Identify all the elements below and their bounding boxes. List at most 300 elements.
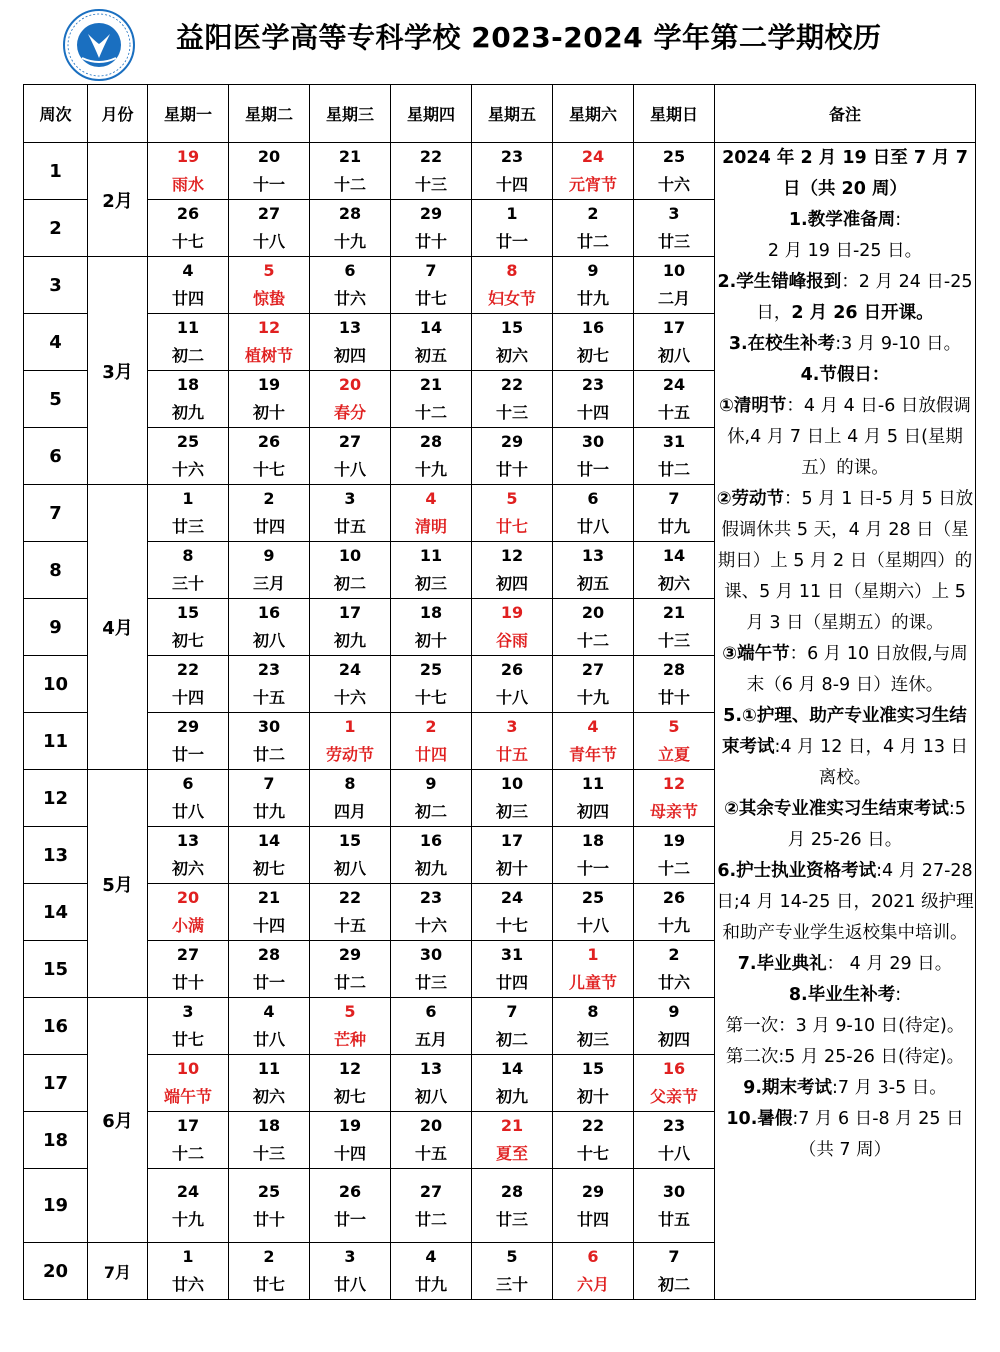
day-cell xyxy=(148,542,229,599)
day-cell xyxy=(148,941,229,998)
lunar-date: 廿二 xyxy=(333,973,366,992)
lunar-date: 立夏 xyxy=(657,745,690,764)
day-cell xyxy=(391,599,472,656)
day-number: 4 xyxy=(587,717,599,736)
lunar-date: 十六 xyxy=(657,175,690,194)
lunar-date: 廿三 xyxy=(414,973,447,992)
lunar-date: 三十 xyxy=(495,1275,528,1294)
day-cell xyxy=(310,998,391,1055)
day-number: 14 xyxy=(500,1059,524,1078)
lunar-date: 十五 xyxy=(252,688,285,707)
day-number: 10 xyxy=(500,774,524,793)
lunar-date: 十四 xyxy=(171,688,204,707)
lunar-date: 十六 xyxy=(414,916,447,935)
day-number: 8 xyxy=(182,546,194,565)
note-text: ：2 月 24 日-25 日， xyxy=(756,272,973,323)
lunar-date: 十二 xyxy=(657,859,690,878)
day-number: 22 xyxy=(176,660,200,679)
day-cell xyxy=(148,371,229,428)
day-cell xyxy=(553,428,634,485)
lunar-date: 廿二 xyxy=(657,460,690,479)
lunar-date: 初三 xyxy=(576,1030,609,1049)
day-cell xyxy=(634,1169,715,1243)
day-cell xyxy=(553,314,634,371)
note-paragraph xyxy=(715,794,975,856)
day-number: 16 xyxy=(419,831,443,850)
lunar-date: 初六 xyxy=(657,574,690,593)
day-cell xyxy=(310,1055,391,1112)
note-text: 9.期末考试 xyxy=(743,1078,832,1098)
day-cell xyxy=(391,941,472,998)
day-number: 22 xyxy=(581,1116,605,1135)
lunar-date: 廿四 xyxy=(495,973,528,992)
lunar-date: 初四 xyxy=(333,346,366,365)
day-number: 3 xyxy=(182,1002,194,1021)
day-cell xyxy=(148,599,229,656)
day-cell xyxy=(391,884,472,941)
day-cell xyxy=(553,827,634,884)
lunar-date: 初五 xyxy=(576,574,609,593)
day-number: 11 xyxy=(176,318,200,337)
day-cell xyxy=(391,998,472,1055)
day-number: 28 xyxy=(500,1181,524,1201)
day-cell xyxy=(553,143,634,200)
note-paragraph xyxy=(715,329,975,360)
lunar-date: 三月 xyxy=(252,574,285,593)
day-cell xyxy=(472,998,553,1055)
lunar-date: 初九 xyxy=(414,859,447,878)
day-cell xyxy=(229,542,310,599)
lunar-date: 廿一 xyxy=(333,1209,366,1229)
day-cell xyxy=(229,143,310,200)
day-number: 18 xyxy=(581,831,605,850)
day-number: 30 xyxy=(257,717,281,736)
day-number: 23 xyxy=(500,147,524,166)
day-number: 20 xyxy=(257,147,281,166)
day-cell xyxy=(310,1169,391,1243)
note-text: ： 4 月 29 日。 xyxy=(826,954,953,974)
day-cell xyxy=(148,1055,229,1112)
day-cell xyxy=(634,1055,715,1112)
day-cell xyxy=(553,713,634,770)
day-number: 18 xyxy=(419,603,443,622)
day-number: 25 xyxy=(257,1181,281,1201)
day-number: 14 xyxy=(662,546,686,565)
week-number: 14 xyxy=(24,884,88,941)
day-number: 6 xyxy=(425,1002,437,1021)
lunar-date: 廿六 xyxy=(333,289,366,308)
day-cell xyxy=(391,485,472,542)
day-number: 24 xyxy=(500,888,524,907)
day-number: 27 xyxy=(257,204,281,223)
lunar-date: 廿十 xyxy=(414,232,447,251)
day-number: 10 xyxy=(338,546,362,565)
day-cell xyxy=(148,485,229,542)
day-number: 15 xyxy=(581,1059,605,1078)
day-cell xyxy=(229,1243,310,1300)
lunar-date: 十二 xyxy=(576,631,609,650)
header-notes: 备注 xyxy=(715,85,976,143)
lunar-date: 十二 xyxy=(333,175,366,194)
day-number: 28 xyxy=(338,204,362,223)
note-text: :4 月 12 日，4 月 13 日离校。 xyxy=(774,737,969,788)
lunar-date: 廿八 xyxy=(333,1275,366,1294)
day-number: 11 xyxy=(257,1059,281,1078)
lunar-date: 廿三 xyxy=(171,517,204,536)
note-text: ①清明节 xyxy=(719,396,787,416)
day-cell xyxy=(634,599,715,656)
lunar-date: 廿十 xyxy=(171,973,204,992)
day-number: 17 xyxy=(662,318,686,337)
day-cell xyxy=(310,1112,391,1169)
day-cell xyxy=(229,200,310,257)
day-cell xyxy=(634,1243,715,1300)
lunar-date: 端午节 xyxy=(163,1087,212,1106)
day-cell xyxy=(310,314,391,371)
note-paragraph xyxy=(715,701,975,794)
lunar-date: 十四 xyxy=(576,403,609,422)
day-cell xyxy=(472,542,553,599)
day-cell xyxy=(310,143,391,200)
lunar-date: 初四 xyxy=(657,1030,690,1049)
day-number: 26 xyxy=(500,660,524,679)
note-text: 第一次：3 月 9-10 日(待定)。 xyxy=(725,1016,965,1036)
lunar-date: 初九 xyxy=(495,1087,528,1106)
day-cell xyxy=(229,428,310,485)
day-cell xyxy=(634,371,715,428)
day-cell xyxy=(472,1243,553,1300)
school-calendar-table xyxy=(23,84,976,1300)
lunar-date: 初六 xyxy=(252,1087,285,1106)
lunar-date: 廿一 xyxy=(495,232,528,251)
day-cell xyxy=(634,998,715,1055)
note-text: :7 月 3-5 日。 xyxy=(832,1078,947,1098)
day-number: 30 xyxy=(662,1181,686,1201)
day-cell xyxy=(229,941,310,998)
lunar-date: 十八 xyxy=(495,688,528,707)
day-cell xyxy=(310,200,391,257)
day-number: 16 xyxy=(662,1059,686,1078)
header-sun: 星期日 xyxy=(634,85,715,143)
day-number: 1 xyxy=(587,945,599,964)
lunar-date: 初十 xyxy=(576,1087,609,1106)
day-number: 23 xyxy=(581,375,605,394)
day-cell xyxy=(310,827,391,884)
lunar-date: 初八 xyxy=(657,346,690,365)
note-paragraph xyxy=(715,1073,975,1104)
day-cell xyxy=(553,770,634,827)
day-cell xyxy=(229,1055,310,1112)
note-text: ②其余专业准实习生结束考试 xyxy=(724,799,949,819)
day-number: 10 xyxy=(662,261,686,280)
day-cell xyxy=(229,599,310,656)
day-cell xyxy=(229,257,310,314)
lunar-date: 十九 xyxy=(333,232,366,251)
day-number: 26 xyxy=(338,1181,362,1201)
lunar-date: 廿四 xyxy=(576,1209,609,1229)
header-wed: 星期三 xyxy=(310,85,391,143)
day-number: 4 xyxy=(425,1247,437,1266)
note-paragraph xyxy=(715,236,975,267)
lunar-date: 廿五 xyxy=(495,745,528,764)
day-number: 18 xyxy=(257,1116,281,1135)
lunar-date: 雨水 xyxy=(171,175,204,194)
day-cell xyxy=(472,884,553,941)
month-label: 3月 xyxy=(88,257,148,485)
lunar-date: 廿九 xyxy=(576,289,609,308)
day-cell xyxy=(472,770,553,827)
lunar-date: 初二 xyxy=(333,574,366,593)
page-title: 益阳医学高等专科学校 2023-2024 学年第二学期校历 xyxy=(176,21,882,54)
day-cell xyxy=(391,1169,472,1243)
day-cell xyxy=(472,200,553,257)
day-cell xyxy=(634,200,715,257)
lunar-date: 妇女节 xyxy=(487,289,536,308)
week-number: 3 xyxy=(24,257,88,314)
note-text: 8.毕业生补考 xyxy=(788,985,896,1005)
header-mon: 星期一 xyxy=(148,85,229,143)
lunar-date: 廿一 xyxy=(171,745,204,764)
school-logo xyxy=(62,8,136,82)
day-number: 15 xyxy=(176,603,200,622)
day-cell xyxy=(553,1055,634,1112)
day-number: 25 xyxy=(176,432,200,451)
day-number: 16 xyxy=(257,603,281,622)
week-number: 2 xyxy=(24,200,88,257)
day-number: 24 xyxy=(338,660,362,679)
day-cell xyxy=(148,884,229,941)
day-number: 19 xyxy=(500,603,524,622)
day-number: 6 xyxy=(182,774,194,793)
lunar-date: 十二 xyxy=(414,403,447,422)
day-number: 3 xyxy=(668,204,680,223)
day-cell xyxy=(148,143,229,200)
lunar-date: 十一 xyxy=(252,175,285,194)
day-number: 28 xyxy=(419,432,443,451)
day-cell xyxy=(310,941,391,998)
day-number: 22 xyxy=(500,375,524,394)
week-number: 8 xyxy=(24,542,88,599)
day-number: 25 xyxy=(419,660,443,679)
lunar-date: 初六 xyxy=(495,346,528,365)
note-paragraph xyxy=(715,1011,975,1042)
lunar-date: 初十 xyxy=(252,403,285,422)
day-number: 29 xyxy=(581,1181,605,1201)
day-cell xyxy=(148,1169,229,1243)
day-number: 7 xyxy=(506,1002,518,1021)
day-cell xyxy=(472,428,553,485)
day-number: 11 xyxy=(581,774,605,793)
note-text: 10.暑假 xyxy=(726,1109,793,1129)
lunar-date: 儿童节 xyxy=(568,973,617,992)
lunar-date: 惊蛰 xyxy=(252,289,285,308)
day-number: 30 xyxy=(581,432,605,451)
lunar-date: 五月 xyxy=(414,1030,447,1049)
lunar-date: 廿四 xyxy=(252,517,285,536)
day-number: 4 xyxy=(425,489,437,508)
day-number: 12 xyxy=(662,774,686,793)
lunar-date: 春分 xyxy=(333,403,366,422)
lunar-date: 十五 xyxy=(657,403,690,422)
day-cell xyxy=(391,1055,472,1112)
note-text: : xyxy=(895,210,902,230)
week-number: 10 xyxy=(24,656,88,713)
day-number: 15 xyxy=(338,831,362,850)
day-cell xyxy=(391,827,472,884)
day-number: 17 xyxy=(338,603,362,622)
day-cell xyxy=(148,998,229,1055)
lunar-date: 廿四 xyxy=(171,289,204,308)
day-number: 10 xyxy=(176,1059,200,1078)
lunar-date: 廿九 xyxy=(657,517,690,536)
lunar-date: 十七 xyxy=(576,1144,609,1163)
day-number: 17 xyxy=(176,1116,200,1135)
lunar-date: 十九 xyxy=(576,688,609,707)
day-cell xyxy=(310,428,391,485)
lunar-date: 初五 xyxy=(414,346,447,365)
day-cell xyxy=(229,998,310,1055)
day-number: 2 xyxy=(425,717,437,736)
note-text: 7.毕业典礼 xyxy=(737,954,827,974)
lunar-date: 廿二 xyxy=(252,745,285,764)
lunar-date: 青年节 xyxy=(568,745,617,764)
lunar-date: 廿七 xyxy=(495,517,528,536)
day-cell xyxy=(310,599,391,656)
week-number: 7 xyxy=(24,485,88,542)
week-number: 13 xyxy=(24,827,88,884)
lunar-date: 初二 xyxy=(414,802,447,821)
day-number: 31 xyxy=(500,945,524,964)
week-number: 4 xyxy=(24,314,88,371)
day-cell xyxy=(229,485,310,542)
day-number: 31 xyxy=(662,432,686,451)
day-number: 7 xyxy=(425,261,437,280)
lunar-date: 初十 xyxy=(414,631,447,650)
note-paragraph xyxy=(715,1042,975,1073)
day-number: 20 xyxy=(338,375,362,394)
note-text: 3.在校生补考 xyxy=(728,334,836,354)
day-number: 28 xyxy=(257,945,281,964)
day-cell xyxy=(634,827,715,884)
lunar-date: 廿十 xyxy=(495,460,528,479)
day-number: 20 xyxy=(581,603,605,622)
day-cell xyxy=(553,257,634,314)
lunar-date: 初六 xyxy=(171,859,204,878)
header-fri: 星期五 xyxy=(472,85,553,143)
note-paragraph xyxy=(715,856,975,949)
note-text: ③端午节 xyxy=(722,644,790,664)
note-text: ：5 月 1 日-5 月 5 日放假调休共 5 天，4 月 28 日（星期日）上 5 月 2 日（星期四）的课、5 月 11 日（星期六）上 5 月 3 日（星期五）的课。 xyxy=(717,489,974,633)
note-paragraph xyxy=(715,639,975,701)
note-paragraph xyxy=(715,205,975,236)
day-number: 20 xyxy=(176,888,200,907)
header-tue: 星期二 xyxy=(229,85,310,143)
day-number: 2 xyxy=(587,204,599,223)
lunar-date: 廿二 xyxy=(576,232,609,251)
day-cell xyxy=(472,143,553,200)
note-paragraph xyxy=(715,949,975,980)
day-cell xyxy=(472,1055,553,1112)
lunar-date: 初二 xyxy=(495,1030,528,1049)
day-cell xyxy=(634,314,715,371)
day-number: 24 xyxy=(662,375,686,394)
day-number: 11 xyxy=(419,546,443,565)
lunar-date: 廿八 xyxy=(576,517,609,536)
lunar-date: 劳动节 xyxy=(325,745,374,764)
lunar-date: 初八 xyxy=(333,859,366,878)
day-number: 27 xyxy=(338,432,362,451)
day-number: 26 xyxy=(176,204,200,223)
lunar-date: 初二 xyxy=(171,346,204,365)
day-number: 19 xyxy=(662,831,686,850)
day-cell xyxy=(472,371,553,428)
lunar-date: 清明 xyxy=(414,517,447,536)
day-cell xyxy=(310,485,391,542)
lunar-date: 初三 xyxy=(414,574,447,593)
lunar-date: 廿六 xyxy=(171,1275,204,1294)
lunar-date: 十三 xyxy=(414,175,447,194)
week-number: 5 xyxy=(24,371,88,428)
day-number: 28 xyxy=(662,660,686,679)
day-number: 13 xyxy=(419,1059,443,1078)
week-number: 9 xyxy=(24,599,88,656)
day-number: 2 xyxy=(668,945,680,964)
lunar-date: 初十 xyxy=(495,859,528,878)
day-cell xyxy=(391,542,472,599)
day-cell xyxy=(310,1243,391,1300)
day-cell xyxy=(553,1169,634,1243)
lunar-date: 十八 xyxy=(657,1144,690,1163)
lunar-date: 初八 xyxy=(414,1087,447,1106)
day-number: 18 xyxy=(176,375,200,394)
week-number: 20 xyxy=(24,1243,88,1300)
day-number: 26 xyxy=(662,888,686,907)
lunar-date: 廿七 xyxy=(171,1030,204,1049)
lunar-date: 十九 xyxy=(171,1209,204,1229)
day-number: 29 xyxy=(500,432,524,451)
lunar-date: 十五 xyxy=(333,916,366,935)
lunar-date: 谷雨 xyxy=(495,631,528,650)
month-label: 6月 xyxy=(88,998,148,1243)
day-number: 5 xyxy=(668,717,680,736)
day-number: 17 xyxy=(500,831,524,850)
day-cell xyxy=(148,1112,229,1169)
day-cell xyxy=(229,770,310,827)
lunar-date: 廿十 xyxy=(252,1209,285,1229)
note-text: :5 月 25-26 日。 xyxy=(787,799,966,850)
day-number: 1 xyxy=(182,1247,194,1266)
lunar-date: 初七 xyxy=(576,346,609,365)
day-cell xyxy=(391,656,472,713)
day-number: 7 xyxy=(668,489,680,508)
day-number: 14 xyxy=(419,318,443,337)
lunar-date: 十四 xyxy=(495,175,528,194)
lunar-date: 十七 xyxy=(171,232,204,251)
day-cell xyxy=(229,1112,310,1169)
day-cell xyxy=(553,200,634,257)
day-cell xyxy=(472,713,553,770)
day-cell xyxy=(634,770,715,827)
day-number: 29 xyxy=(176,717,200,736)
day-cell xyxy=(391,428,472,485)
lunar-date: 父亲节 xyxy=(649,1087,698,1106)
lunar-date: 十九 xyxy=(657,916,690,935)
lunar-date: 十八 xyxy=(252,232,285,251)
day-cell xyxy=(148,1243,229,1300)
day-number: 8 xyxy=(587,1002,599,1021)
day-number: 24 xyxy=(581,147,605,166)
note-text: ：6 月 10 日放假,与周末（6 月 8-9 日）连休。 xyxy=(746,644,968,695)
